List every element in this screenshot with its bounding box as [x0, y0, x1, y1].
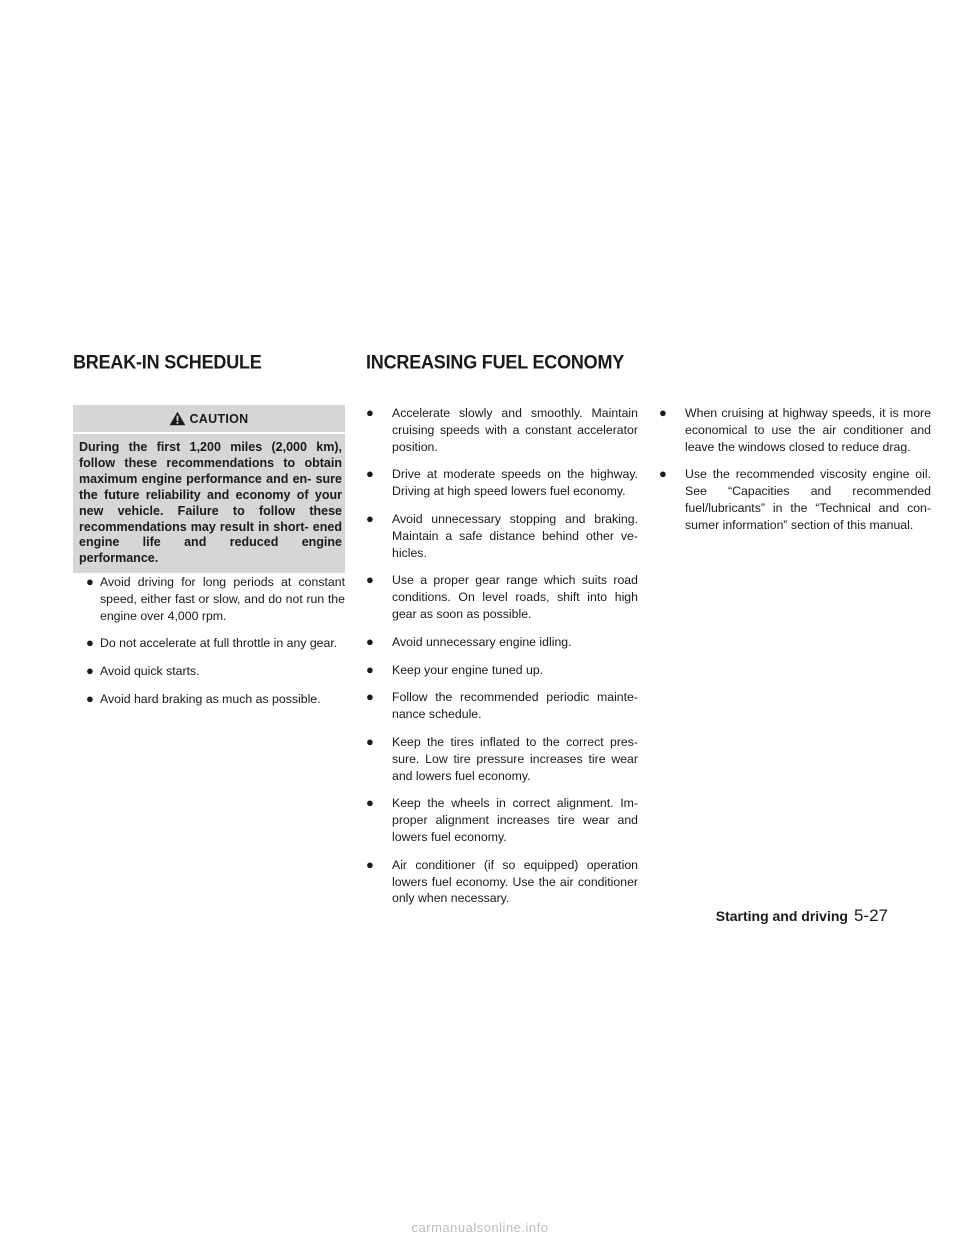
bullet-icon: ●: [366, 689, 374, 705]
page-number: 5-27: [853, 906, 888, 925]
fuel-economy-list-column: [366, 405, 638, 918]
list-item: ● Avoid unnecessary stopping and braking. Maintain a safe distance behind other ve- hicles.: [366, 510, 638, 560]
list-item: ● When cruising at highway speeds, it is more economical to use the air conditioner and leave the windows closed to reduce drag.: [659, 405, 931, 454]
list-item: ● Follow the recommended periodic mainte- nance schedule.: [366, 689, 638, 722]
list-item: ● Keep the wheels in correct alignment. Im- proper alignment increases tire wear and lowers fuel economy.: [366, 795, 638, 844]
list-item: ● Avoid hard braking as much as possible.: [86, 690, 321, 706]
list-item: ● Use the recommended viscosity engine oil. See “Capacities and recommended fuel/lubricants” in the “Technical and con- sumer information” section of this manual.: [659, 466, 931, 532]
caution-header: [73, 405, 345, 434]
fuel-economy-list: [366, 405, 638, 907]
bullet-icon: ●: [366, 466, 374, 482]
list-item: ● Avoid driving for long periods at constant speed, either fast or slow, and do not run the engine over 4,000 rpm.: [86, 574, 345, 623]
caution-text: During the first 1,200 miles (2,000 km), follow these recommendations to obtain maximum engine performance and en- sure the future reliability and economy of your new vehicle. Failure to follow these recommendations may result in short- ened engine life and reduced engine performance.: [79, 440, 342, 566]
bullet-icon: ●: [366, 510, 374, 526]
list-item: ● Keep the tires inflated to the correct pres- sure. Low tire pressure increases tire wear and lowers fuel economy.: [366, 733, 638, 783]
page-footer: [716, 906, 888, 926]
fuel-economy-list-continued: [659, 405, 931, 534]
bullet-icon: ●: [366, 795, 374, 811]
list-item: ● Keep your engine tuned up.: [366, 661, 544, 677]
heading-increasing-fuel-economy: INCREASING FUEL ECONOMY: [366, 351, 625, 373]
caution-box: [73, 405, 345, 573]
bullet-icon: ●: [86, 690, 94, 706]
bullet-icon: ●: [366, 572, 374, 588]
list-item: ● Avoid unnecessary engine idling.: [366, 633, 572, 649]
fuel-economy-list-column-continued: [659, 405, 931, 545]
bullet-icon: ●: [86, 663, 94, 679]
heading-break-in-schedule: BREAK-IN SCHEDULE: [73, 351, 262, 373]
break-in-list-column: [73, 574, 345, 719]
bullet-icon: ●: [366, 733, 374, 749]
bullet-icon: ●: [86, 635, 94, 651]
warning-triangle-icon: [169, 411, 186, 426]
bullet-icon: ●: [659, 405, 667, 420]
bullet-icon: ●: [366, 661, 374, 677]
footer-section-name: Starting and driving: [715, 908, 848, 924]
list-item: ● Accelerate slowly and smoothly. Maintain cruising speeds with a constant accelerator position.: [366, 405, 638, 454]
watermark: carmanualsonline.info: [411, 1220, 549, 1235]
bullet-icon: ●: [86, 574, 94, 589]
caution-label: CAUTION: [189, 411, 249, 426]
list-item: ● Drive at moderate speeds on the highway. Driving at high speed lowers fuel economy.: [366, 466, 638, 499]
bullet-icon: ●: [659, 466, 667, 482]
list-item: ● Use a proper gear range which suits road conditions. On level roads, shift into high gear as soon as possible.: [366, 572, 638, 621]
list-item: ● Do not accelerate at full throttle in any gear.: [86, 635, 338, 651]
list-item: ● Air conditioner (if so equipped) operation lowers fuel economy. Use the air conditioner only when necessary.: [366, 856, 638, 906]
break-in-list: [73, 574, 345, 708]
bullet-icon: ●: [366, 633, 374, 649]
list-item: ● Avoid quick starts.: [86, 663, 200, 679]
bullet-icon: ●: [366, 856, 374, 872]
bullet-icon: ●: [366, 405, 374, 420]
